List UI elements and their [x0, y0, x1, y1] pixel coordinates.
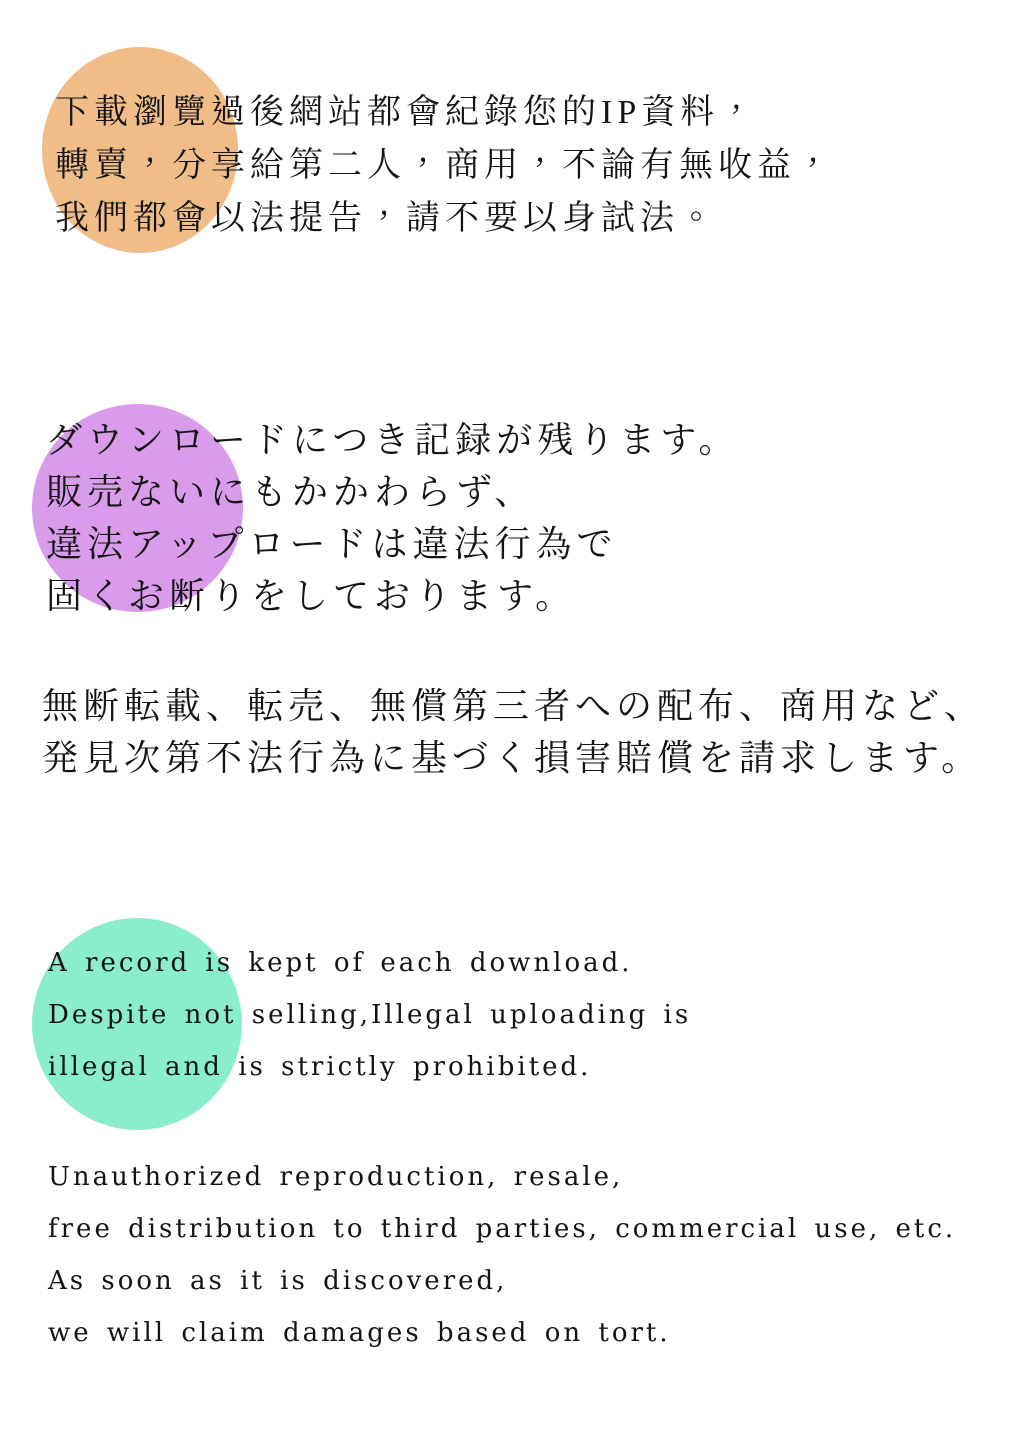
japanese-warning-paragraph-1 [46, 415, 739, 623]
notice-line: 発見次第不法行為に基づく損害賠償を請求します。 [42, 738, 983, 779]
notice-line: Unauthorized reproduction, resale, [48, 1162, 624, 1192]
notice-line: As soon as it is discovered, [48, 1266, 508, 1296]
notice-line: free distribution to third parties, commercial use, etc. [48, 1214, 957, 1244]
notice-line: 下載瀏覽過後網站都會紀錄您的IP資料， [55, 94, 759, 131]
japanese-warning-paragraph-2 [42, 681, 985, 785]
notice-line: we will claim damages based on tort. [48, 1318, 671, 1348]
notice-line: 販売ないにもかかわらず、 [46, 472, 536, 513]
notice-line: illegal and is strictly prohibited. [48, 1052, 592, 1082]
notice-line: 我們都會以法提告，請不要以身試法。 [55, 200, 718, 237]
notice-line: 無断転載、転売、無償第三者への配布、商用など、 [42, 686, 986, 727]
notice-line: ダウンロードにつき記録が残ります。 [46, 420, 740, 461]
notice-line: 轉賣，分享給第二人，商用，不論有無收益， [55, 147, 835, 184]
notice-line: A record is kept of each download. [48, 948, 633, 978]
chinese-warning-paragraph [55, 86, 835, 245]
english-warning-paragraph-1 [48, 937, 691, 1093]
notice-line: 違法アップロードは違法行為で [46, 524, 618, 565]
notice-line: Despite not selling,Illegal uploading is [48, 1000, 692, 1030]
notice-line: 固くお断りをしております。 [46, 576, 577, 617]
english-warning-paragraph-2 [48, 1151, 956, 1359]
